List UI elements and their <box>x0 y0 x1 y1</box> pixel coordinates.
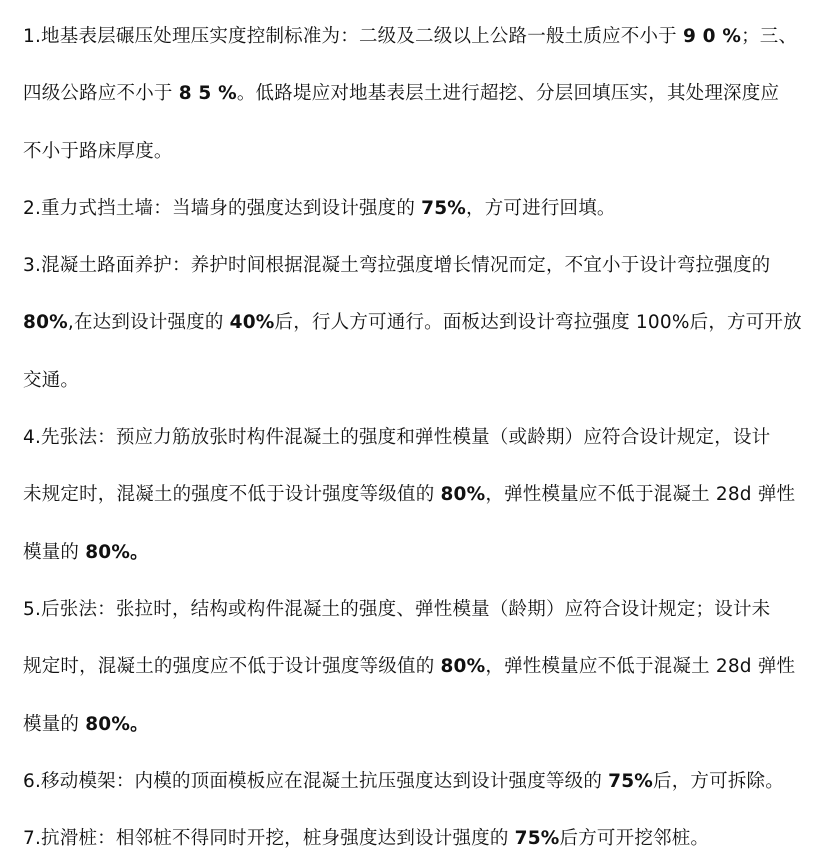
bold-value: 80% <box>23 312 68 334</box>
text-segment: ，弹性模量应不低于混凝土 28d 弹性 <box>485 484 796 506</box>
text-segment: 5.后张法：张拉时，结构或构件混凝土的强度、弹性模量（龄期）应符合设计规定；设计未 <box>23 598 771 620</box>
bold-value: 80%。 <box>85 541 149 563</box>
paragraph-item-4 <box>23 409 813 581</box>
text-line <box>23 294 813 351</box>
text-segment: 1.地基表层碾压处理压实度控制标准为：二级及二级以上公路一般土质应不小于 <box>23 26 683 47</box>
text-line <box>23 466 813 523</box>
text-line <box>23 581 813 638</box>
text-segment: 模量的 <box>23 541 86 563</box>
text-segment: 后，方可拆除。 <box>653 770 784 792</box>
text-segment: 交通。 <box>23 369 80 391</box>
bold-value: 80%。 <box>85 713 149 735</box>
paragraph-item-3 <box>23 237 813 409</box>
text-segment: 不小于路床厚度。 <box>23 140 173 162</box>
paragraph-item-2 <box>23 180 813 237</box>
text-segment: 规定时，混凝土的强度应不低于设计强度等级值的 <box>23 656 441 678</box>
paragraph-item-5 <box>23 581 813 753</box>
text-segment: ，方可进行回填。 <box>466 197 616 219</box>
bold-value: 80% <box>440 484 486 506</box>
text-segment: 模量的 <box>23 713 86 735</box>
text-segment: 。低路堤应对地基表层土进行超挖、分层回填压实，其处理深度应 <box>236 83 780 105</box>
bold-value: 80% <box>440 656 486 678</box>
document-body <box>23 8 813 867</box>
paragraph-item-1 <box>23 8 813 180</box>
text-segment: 未规定时，混凝土的强度不低于设计强度等级值的 <box>23 484 441 506</box>
text-line <box>23 753 813 810</box>
text-line <box>23 8 813 65</box>
text-line <box>23 696 813 753</box>
paragraph-item-6 <box>23 753 813 810</box>
text-line <box>23 123 813 180</box>
text-line <box>23 409 813 466</box>
text-segment: 后，行人方可通行。面板达到设计弯拉强度 100%后，方可开放 <box>274 312 802 334</box>
text-segment: 3.混凝土路面养护：养护时间根据混凝土弯拉强度增长情况而定，不宜小于设计弯拉强度的 <box>23 255 771 277</box>
text-segment: 后方可开挖邻桩。 <box>559 828 710 850</box>
text-segment: 4.先张法：预应力筋放张时构件混凝土的强度和弹性模量（或龄期）应符合设计规定，设计 <box>23 427 771 449</box>
text-line <box>23 352 813 409</box>
text-segment: 6.移动模架：内模的顶面模板应在混凝土抗压强度达到设计强度等级的 <box>23 770 609 792</box>
text-line <box>23 638 813 695</box>
text-segment: ，弹性模量应不低于混凝土 28d 弹性 <box>485 656 796 678</box>
text-line <box>23 65 813 122</box>
text-segment: 四级公路应不小于 <box>23 83 179 105</box>
text-segment: ,在达到设计强度的 <box>67 312 230 334</box>
text-line <box>23 237 813 294</box>
bold-value: 75% <box>514 828 560 850</box>
text-segment: 2.重力式挡土墙：当墙身的强度达到设计强度的 <box>23 197 422 219</box>
bold-value: 75% <box>421 197 467 219</box>
bold-value: 75% <box>608 770 654 792</box>
text-line <box>23 524 813 581</box>
text-segment: ；三、 <box>741 26 798 47</box>
bold-value: 40% <box>229 312 275 334</box>
bold-value: 9 0 % <box>682 26 742 47</box>
text-line <box>23 810 813 867</box>
paragraph-item-7 <box>23 810 813 867</box>
text-segment: 7.抗滑桩：相邻桩不得同时开挖，桩身强度达到设计强度的 <box>23 828 515 850</box>
bold-value: 8 5 % <box>178 83 237 105</box>
text-line <box>23 180 813 237</box>
